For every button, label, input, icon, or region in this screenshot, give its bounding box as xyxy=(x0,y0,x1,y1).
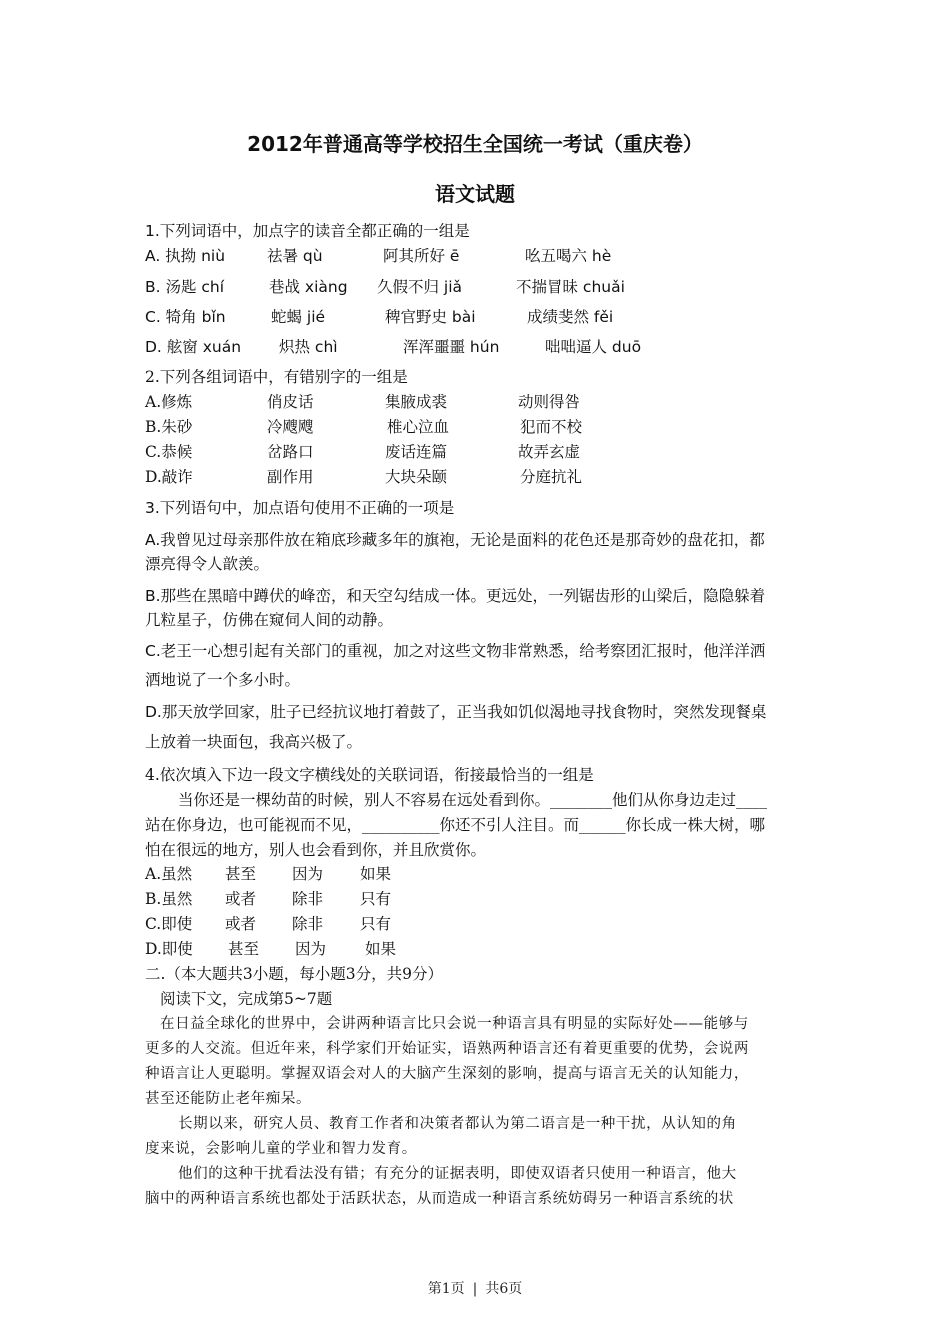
q2-a-4: 动则得咎 xyxy=(518,393,581,411)
q1-b-4: 不揣冒昧 chuǎi xyxy=(516,278,625,296)
q3-stem: 3.下列语句中，加点语句使用不正确的一项是 xyxy=(145,499,455,517)
q1-c-2: 蛇蝎 jié xyxy=(271,308,326,326)
q1-a-2: 祛暑 qù xyxy=(267,247,323,265)
q2-a-3: 集腋成裘 xyxy=(385,393,448,411)
q2-d-1: D.敲诈 xyxy=(145,468,193,486)
q4-passage-3: 怕在很远的地方，别人也会看到你，并且欣赏你。 xyxy=(145,841,487,859)
q3-line-2: 漂亮得令人歆羡。 xyxy=(145,555,270,573)
page-number: 第1页 xyxy=(427,1281,465,1297)
q2-d-3: 大块朵颐 xyxy=(385,468,448,486)
q2-stem: 2.下列各组词语中，有错别字的一组是 xyxy=(145,368,408,386)
q4-a-4: 如果 xyxy=(360,865,392,883)
q4-c-4: 只有 xyxy=(360,915,392,933)
q2-d-4: 分庭抗礼 xyxy=(520,468,583,486)
q4-d-2: 甚至 xyxy=(228,940,260,958)
q4-c-2: 或者 xyxy=(225,915,257,933)
footer-divider: | xyxy=(472,1281,478,1297)
q2-b-4: 犯而不校 xyxy=(520,418,583,436)
q4-passage-1: 当你还是一棵幼苗的时候，别人不容易在远处看到你。________他们从你身边走过____ xyxy=(178,791,768,809)
q2-b-2: 冷飕飕 xyxy=(267,418,314,436)
q2-c-4: 故弄玄虚 xyxy=(518,443,581,461)
q1-c-3: 稗官野史 bài xyxy=(385,308,476,326)
page-total: 共6页 xyxy=(485,1281,523,1297)
q1-d-1: D. 舷窗 xuán xyxy=(145,338,242,356)
q1-stem: 1.下列词语中，加点字的读音全都正确的一组是 xyxy=(145,222,470,240)
q4-stem: 4.依次填入下边一段文字横线处的关联词语，衔接最恰当的一组是 xyxy=(145,766,594,784)
passage-line-8: 脑中的两种语言系统也都处于活跃状态，从而造成一种语言系统妨碍另一种语言系统的状 xyxy=(145,1191,734,1207)
q4-d-4: 如果 xyxy=(365,940,397,958)
section2-heading: 二.（本大题共3小题，每小题3分，共9分） xyxy=(145,965,444,983)
passage-line-1: 在日益全球化的世界中，会讲两种语言比只会说一种语言具有明显的实际好处——能够与 xyxy=(160,1016,749,1032)
q4-d-3: 因为 xyxy=(295,940,327,958)
q4-passage-2: 站在你身边，也可能视而不见，__________你还不引人注目。而______你长成一株大树，哪 xyxy=(145,816,766,834)
q1-b-1: B. 汤匙 chí xyxy=(145,278,225,296)
q3-line-6: 洒地说了一个多小时。 xyxy=(145,671,301,689)
q3-line-4: 几粒星子，仿佛在窥伺人间的动静。 xyxy=(145,611,394,629)
q4-b-3: 除非 xyxy=(292,890,324,908)
q1-c-1: C. 犄角 bǐn xyxy=(145,308,226,326)
q1-d-2: 炽热 chì xyxy=(279,338,338,356)
q1-a-1: A. 执拗 niù xyxy=(145,247,226,265)
passage-line-5: 长期以来，研究人员、教育工作者和决策者都认为第二语言是一种干扰，从认知的角 xyxy=(178,1116,737,1132)
q4-c-1: C.即使 xyxy=(145,915,193,933)
q2-a-1: A.修炼 xyxy=(145,393,193,411)
passage-line-3: 种语言让人更聪明。掌握双语会对人的大脑产生深刻的影响，提高与语言无关的认知能力， xyxy=(145,1066,749,1082)
q3-line-7: D.那天放学回家，肚子已经抗议地打着鼓了，正当我如饥似渴地寻找食物时，突然发现餐桌 xyxy=(145,703,767,721)
q3-line-3: B.那些在黑暗中蹲伏的峰峦，和天空勾结成一体。更远处，一列锯齿形的山梁后，隐隐躲着 xyxy=(145,587,766,605)
q2-c-2: 岔路口 xyxy=(267,443,314,461)
q1-d-4: 咄咄逼人 duō xyxy=(545,338,642,356)
q4-b-2: 或者 xyxy=(225,890,257,908)
q1-a-4: 吆五喝六 hè xyxy=(525,247,612,265)
q4-b-1: B.虽然 xyxy=(145,890,193,908)
q2-c-3: 废话连篇 xyxy=(385,443,448,461)
q1-b-2: 巷战 xiàng xyxy=(269,278,348,296)
q1-b-3: 久假不归 jiǎ xyxy=(377,278,463,296)
q4-b-4: 只有 xyxy=(360,890,392,908)
q1-c-4: 成绩斐然 fěi xyxy=(527,308,614,326)
q2-c-1: C.恭候 xyxy=(145,443,193,461)
q2-a-2: 俏皮话 xyxy=(267,393,314,411)
q3-line-8: 上放着一块面包，我高兴极了。 xyxy=(145,733,363,751)
q3-line-1: A.我曾见过母亲那件放在箱底珍藏多年的旗袍，无论是面料的花色还是那奇妙的盘花扣，都 xyxy=(145,531,765,549)
section2-instruction: 阅读下文，完成第5~7题 xyxy=(160,990,333,1008)
q4-a-3: 因为 xyxy=(292,865,324,883)
q2-d-2: 副作用 xyxy=(267,468,314,486)
q1-d-3: 浑浑噩噩 hún xyxy=(403,338,500,356)
passage-line-7: 他们的这种干扰看法没有错；有充分的证据表明，即使双语者只使用一种语言，他大 xyxy=(178,1166,737,1182)
q3-line-5: C.老王一心想引起有关部门的重视，加之对这些文物非常熟悉，给考察团汇报时，他洋洋洒 xyxy=(145,642,766,660)
q2-b-3: 椎心泣血 xyxy=(387,418,450,436)
passage-line-2: 更多的人交流。但近年来，科学家们开始证实，语熟两种语言还有着更重要的优势，会说两 xyxy=(145,1041,749,1057)
q4-a-1: A.虽然 xyxy=(145,865,193,883)
q4-a-2: 甚至 xyxy=(225,865,257,883)
passage-line-4: 甚至还能防止老年痴呆。 xyxy=(145,1091,312,1107)
q4-c-3: 除非 xyxy=(292,915,324,933)
passage-line-6: 度来说，会影响儿童的学业和智力发育。 xyxy=(145,1141,417,1157)
page-footer xyxy=(0,1278,950,1298)
page-title: 2012年普通高等学校招生全国统一考试（重庆卷） xyxy=(247,132,703,156)
page-subtitle: 语文试题 xyxy=(435,182,515,206)
q1-a-3: 阿其所好 ē xyxy=(383,247,460,265)
q4-d-1: D.即使 xyxy=(145,940,193,958)
q2-b-1: B.朱砂 xyxy=(145,418,193,436)
